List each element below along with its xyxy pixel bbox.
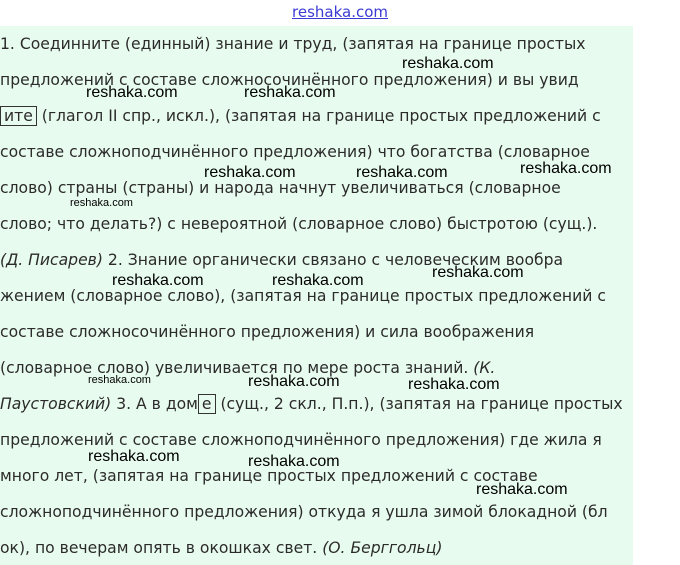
answer-line-13: много лет, (запятая на границе простых предложений с составе	[0, 467, 538, 485]
ending-box: ите	[0, 106, 37, 126]
watermark: reshaka.com	[244, 84, 336, 101]
ending-box-2: е	[198, 394, 216, 414]
watermark: reshaka.com	[402, 55, 494, 72]
watermark: reshaka.com	[86, 84, 178, 101]
author-paustovsky-part1: (К.	[473, 359, 496, 377]
site-header-link[interactable]: reshaka.com	[292, 3, 388, 21]
author-pisarev: (Д. Писарев)	[0, 251, 103, 269]
answer-line-11	[0, 394, 623, 414]
watermark: reshaka.com	[204, 164, 296, 181]
watermark: reshaka.com	[88, 448, 180, 465]
watermark: reshaka.com	[248, 373, 340, 390]
watermark: reshaka.com	[408, 376, 500, 393]
answer-line-3	[0, 106, 601, 126]
answer-line-15	[0, 538, 442, 558]
answer-line-5: слово) страны (страны) и народа начнут увеличиваться (словарное	[0, 179, 561, 197]
answer-line-14: сложноподчинённого предложения) откуда я ушла зимой блокадной (бл	[0, 503, 608, 521]
answer-line-8: жением (словарное слово), (запятая на границе простых предложений с	[0, 287, 606, 305]
answer-line-11-text: 3. А в дом	[111, 395, 198, 413]
watermark: reshaka.com	[70, 197, 133, 209]
answer-line-2: предложений с составе сложносочинённого предложения) и вы увид	[0, 71, 579, 89]
watermark: reshaka.com	[432, 264, 524, 281]
watermark: reshaka.com	[476, 481, 568, 498]
watermark: reshaka.com	[88, 374, 151, 386]
watermark: reshaka.com	[356, 164, 448, 181]
answer-line-9: составе сложносочинённого предложения) и сила воображения	[0, 323, 535, 341]
answer-line-6: слово; что делать?) с невероятной (словарное слово) быстротою (сущ.).	[0, 215, 598, 233]
answer-line-12: предложений с составе сложноподчинённого предложения) где жила я	[0, 431, 602, 449]
answer-line-7-text: 2. Знание органически связано с человеческим вообра	[102, 251, 564, 269]
answer-line-15-text: ок), по вечерам опять в окошках свет.	[0, 539, 323, 557]
answer-line-1: 1. Соединните (единный) знание и труд, (запятая на границе простых	[0, 35, 586, 53]
watermark: reshaka.com	[248, 453, 340, 470]
author-berggolts: (О. Берггольц)	[322, 539, 443, 557]
answer-line-11-text-2: (сущ., 2 скл., П.п.), (запятая на границе простых	[215, 395, 623, 413]
watermark: reshaka.com	[112, 272, 204, 289]
watermark: reshaka.com	[520, 160, 612, 177]
answer-line-10-text: (словарное слово) увеличивается по мере роста знаний.	[0, 359, 474, 377]
answer-line-3-text: (глагол II спр., искл.), (запятая на границе простых предложений с	[36, 107, 601, 125]
answer-line-4: составе сложноподчинённого предложения) что богатства (словарное	[0, 143, 590, 161]
author-paustovsky-part2: Паустовский)	[0, 395, 112, 413]
watermark: reshaka.com	[272, 272, 364, 289]
